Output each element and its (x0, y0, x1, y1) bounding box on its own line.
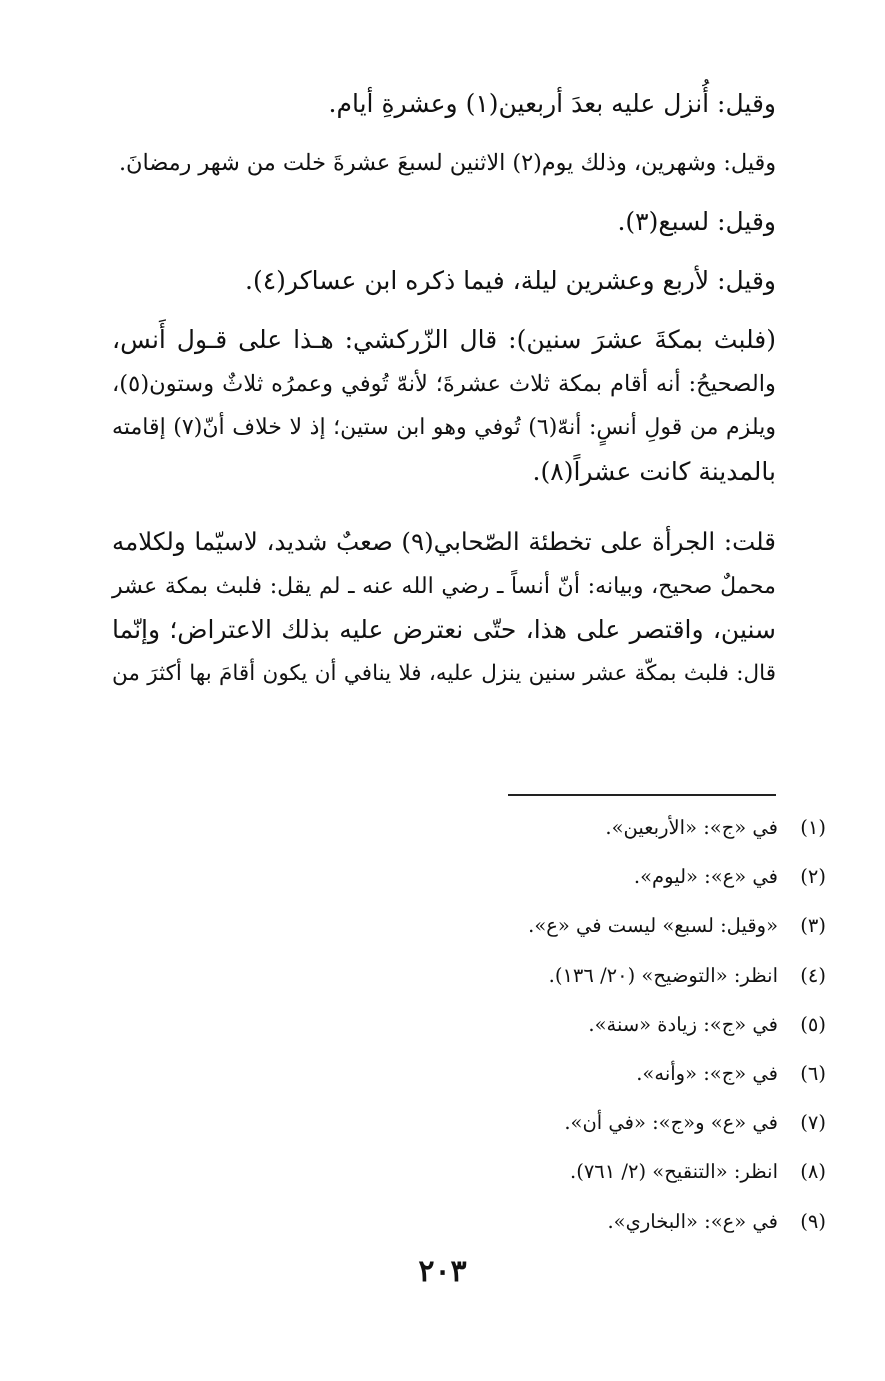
paragraph (112, 259, 776, 303)
footnote (112, 1152, 826, 1201)
footnote-number: (١) (800, 816, 826, 839)
footnotes (112, 808, 826, 1251)
footnote (112, 1103, 826, 1152)
text-line: قال: فلبث بمكّة عشر سنين ينزل عليه، فلا ينافي أن يكون أقامَ بها أكثرَ من (112, 661, 776, 686)
footnote (112, 906, 826, 955)
text-line: سنين، واقتصر على هذا، حتّى نعترض عليه بذلك الاعتراض؛ وإنّما (112, 615, 776, 644)
page-number: ٢٠٣ (418, 1254, 467, 1289)
footnote-text: انظر: «التنقيح» (٢/ ٧٦١). (570, 1160, 778, 1184)
footnote-number: (٢) (800, 865, 826, 889)
footnote (112, 808, 826, 857)
footnote-number: (٣) (800, 914, 826, 938)
text-line: محملٌ صحيح، وبيانه: أنّ أنساً ـ رضي الله عنه ـ لم يقل: فلبث بمكة عشر (112, 573, 776, 599)
paragraph (112, 200, 776, 244)
text-line: بالمدينة كانت عشراً(٨). (532, 457, 776, 486)
footnote (112, 1005, 826, 1054)
footnote-number: (٨) (800, 1160, 826, 1184)
footnote-number: (٩) (800, 1209, 826, 1233)
footnote-text: في «ع»: «ليوم». (633, 865, 778, 889)
footnote-number: (٥) (800, 1012, 826, 1036)
footnote-separator (508, 794, 776, 796)
footnote-text: في «ج»: «الأربعين». (605, 816, 778, 839)
text-line: وقيل: لسبع(٣). (617, 207, 776, 236)
main-text (112, 82, 776, 711)
paragraph (112, 82, 776, 126)
footnote-number: (٤) (800, 963, 826, 987)
text-line: وقيل: لأربع وعشرين ليلة، فيما ذكره ابن عساكر(٤). (245, 266, 776, 295)
footnote-text: في «ج»: زيادة «سنة». (588, 1012, 778, 1036)
footnote-text: انظر: «التوضيح» (٢٠/ ١٣٦). (548, 963, 778, 987)
footnote-text: «وقيل: لسبع» ليست في «ع». (528, 914, 778, 938)
text-line: ويلزم من قولِ أنسٍ: أنهّ(٦) تُوفي وهو ابن ستين؛ إذ لا خلاف أنّ(٧) إقامته (112, 415, 776, 440)
paragraph (112, 520, 776, 696)
footnote-text: في «ج»: «وأنه». (636, 1061, 778, 1085)
footnote-text: في «ع» و«ج»: «في أن». (564, 1111, 778, 1135)
footnote-text: في «ع»: «البخاري». (607, 1209, 778, 1233)
text-line: والصحيحُ: أنه أقام بمكة ثلاث عشرةَ؛ لأنهّ تُوفي وعمرُه ثلاثٌ وستون(٥)، (112, 371, 776, 397)
paragraph (112, 141, 776, 185)
footnote (112, 956, 826, 1005)
footnote-number: (٦) (800, 1061, 826, 1085)
text-line: وقيل: وشهرين، وذلك يوم(٢) الاثنين لسبعَ عشرةَ خلت من شهر رمضانَ. (118, 150, 776, 176)
paragraph (112, 318, 776, 494)
footnote-number: (٧) (800, 1111, 826, 1135)
text-line: (فلبث بمكةَ عشرَ سنين): قال الزّركشي: هـذا على قـول أَنس، (112, 325, 776, 354)
footnote (112, 1202, 826, 1251)
footnote (112, 857, 826, 906)
text-line: وقيل: أُنزل عليه بعدَ أربعين(١) وعشرةِ أيام. (328, 89, 776, 118)
footnote (112, 1054, 826, 1103)
text-line: قلت: الجرأة على تخطئة الصّحابي(٩) صعبٌ شديد، لاسيّما ولكلامه (112, 527, 776, 556)
